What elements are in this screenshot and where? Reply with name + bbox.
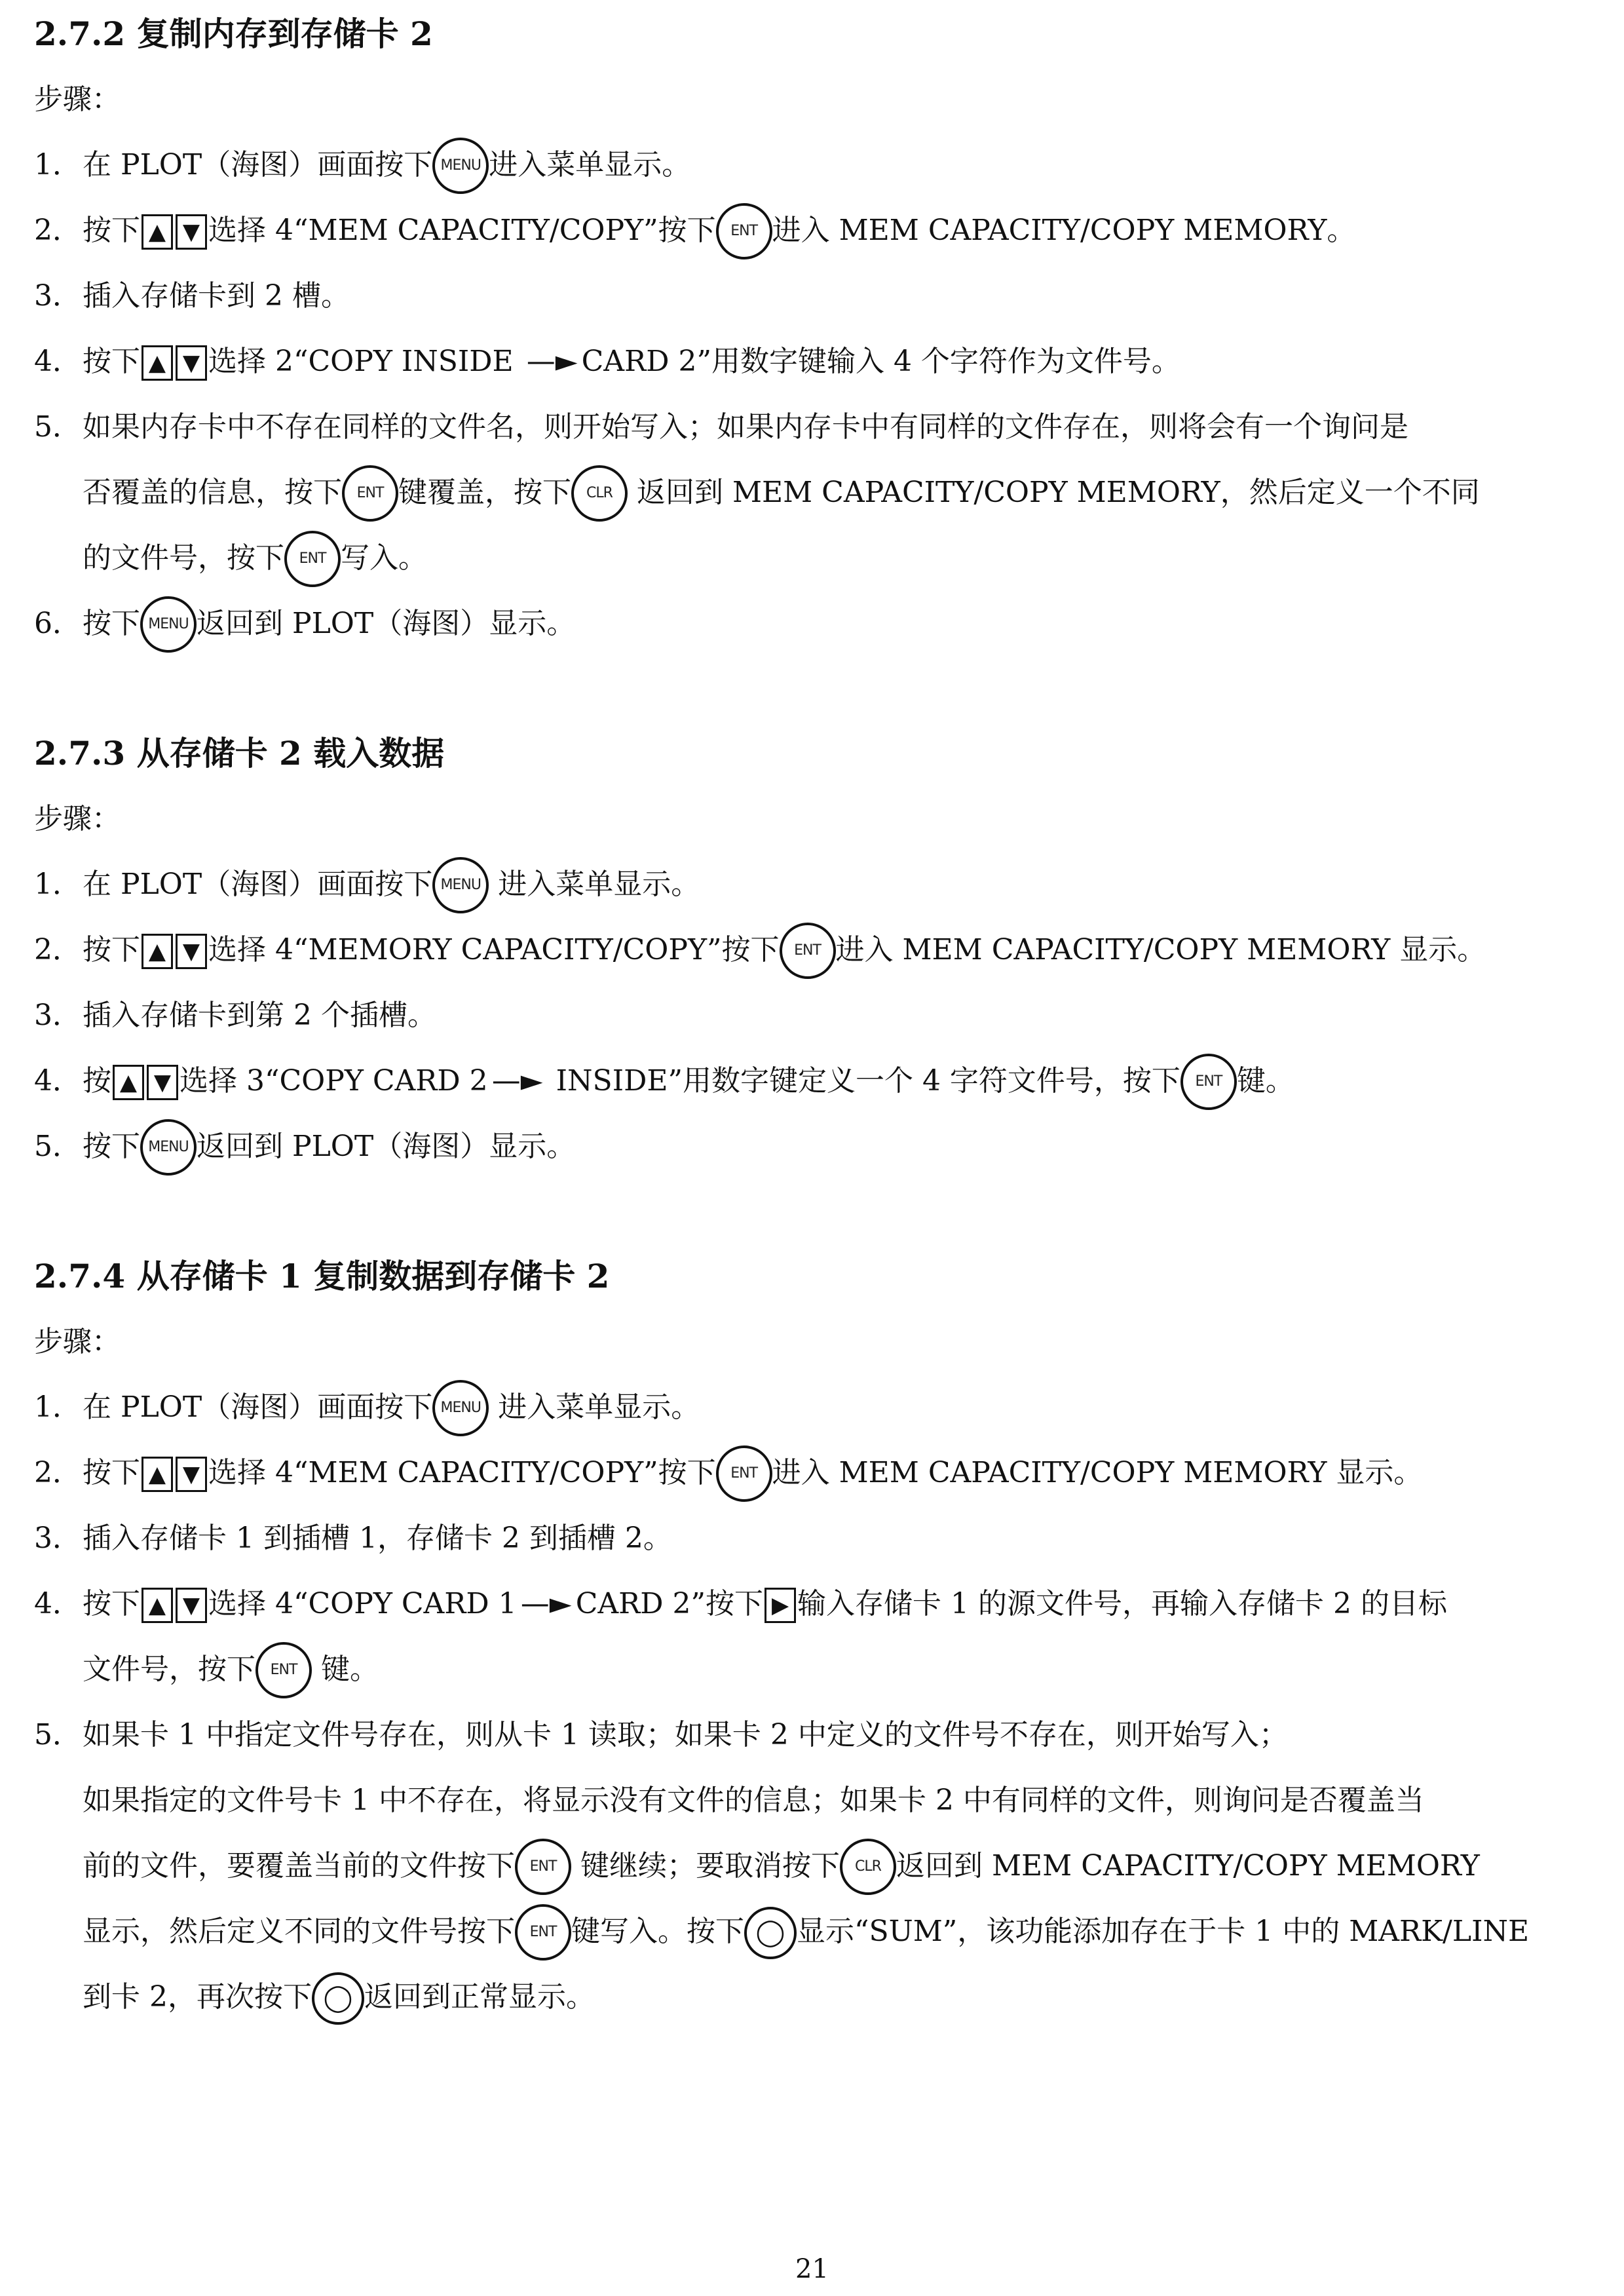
ent-key-icon: ENT <box>515 1904 571 1961</box>
step-number: 3． <box>34 1521 81 1555</box>
menu-key-icon: MENU <box>140 1119 197 1176</box>
step-5-cont2: 前的文件，要覆盖当前的文件按下 ENT 键继续；要取消按下 CLR 返回到 MEM CAPACITY/COPY MEMORY <box>34 1833 1587 1899</box>
step-number: 5． <box>34 1718 81 1751</box>
ent-key-icon: ENT <box>1180 1054 1237 1110</box>
step-1: 1．在 PLOT（海图）画面按下 MENU 进入菜单显示。 <box>34 852 1587 917</box>
step-4-cont: 文件号，按下 ENT 键。 <box>34 1637 1587 1702</box>
steps-label: 步骤： <box>34 802 121 835</box>
menu-key-icon: MENU <box>432 857 489 913</box>
section-2-7-4 <box>34 1244 1587 2030</box>
ent-key-icon: ENT <box>515 1839 571 1895</box>
page-number: 21 <box>795 2254 829 2284</box>
step-number: 3． <box>34 279 81 313</box>
menu-key-icon: MENU <box>432 1380 489 1436</box>
step-4: 4．按 ▲ ▼ 选择 3“COPY CARD 2 —► INSIDE”用数字键定义一个 4 字符文件号，按下 ENT 键。 <box>34 1048 1587 1114</box>
step-number: 4． <box>34 345 81 378</box>
down-key-icon: ▼ <box>176 1457 207 1492</box>
step-2: 2．按下 ▲ ▼ 选择 4“MEM CAPACITY/COPY”按下 ENT 进入 MEM CAPACITY/COPY MEMORY 显示。 <box>34 1440 1587 1506</box>
clr-key-icon: CLR <box>571 465 628 522</box>
step-number: 2． <box>34 214 81 247</box>
step-3: 3．插入存储卡到 2 槽。 <box>34 263 1587 329</box>
step-number: 3． <box>34 999 81 1032</box>
step-5-cont: 如果指定的文件号卡 1 中不存在，将显示没有文件的信息；如果卡 2 中有同样的文件，则询问是否覆盖当 <box>83 1784 1424 1817</box>
section-title: 2.7.4 从存储卡 1 复制数据到存储卡 2 <box>34 1257 610 1295</box>
step-number: 6． <box>34 607 81 640</box>
down-key-icon: ▼ <box>176 214 207 250</box>
cycle-key-icon: ◯ <box>312 1972 364 2025</box>
right-arrow-icon: —► <box>520 1587 572 1620</box>
step-number: 4． <box>34 1064 81 1098</box>
up-key-icon: ▲ <box>142 934 173 969</box>
step-number: 5． <box>34 410 81 444</box>
step-number: 1． <box>34 148 81 182</box>
step-6: 6．按下 MENU 返回到 PLOT（海图）显示。 <box>34 591 1587 657</box>
up-key-icon: ▲ <box>113 1065 144 1100</box>
right-arrow-icon: —► <box>491 1064 543 1098</box>
section-title: 2.7.2 复制内存到存储卡 2 <box>34 14 433 53</box>
step-5-cont2: 的文件号，按下 ENT 写入。 <box>34 526 1587 591</box>
step-2: 2．按下 ▲ ▼ 选择 4“MEM CAPACITY/COPY”按下 ENT 进入 MEM CAPACITY/COPY MEMORY。 <box>34 198 1587 263</box>
step-number: 4． <box>34 1587 81 1620</box>
step-5: 5．按下 MENU 返回到 PLOT（海图）显示。 <box>34 1114 1587 1179</box>
step-5: 5．如果内存卡中不存在同样的文件名，则开始写入；如果内存卡中有同样的文件存在，则将会有一个询问是 <box>34 394 1587 460</box>
ent-key-icon: ENT <box>255 1642 312 1698</box>
down-key-icon: ▼ <box>147 1065 178 1100</box>
menu-key-icon: MENU <box>140 596 197 653</box>
up-key-icon: ▲ <box>142 1588 173 1623</box>
step-number: 5． <box>34 1130 81 1163</box>
ent-key-icon: ENT <box>716 203 772 259</box>
step-number: 1． <box>34 868 81 901</box>
down-key-icon: ▼ <box>176 934 207 969</box>
step-5-cont4: 到卡 2，再次按下 ◯ 返回到正常显示。 <box>34 1964 1587 2030</box>
step-1: 1．在 PLOT（海图）画面按下 MENU 进入菜单显示。 <box>34 132 1587 198</box>
section-2-7-2 <box>34 1 1587 657</box>
step-3: 3．插入存储卡到第 2 个插槽。 <box>34 983 1587 1048</box>
step-5-cont: 否覆盖的信息，按下 ENT 键覆盖，按下 CLR 返回到 MEM CAPACITY/COPY MEMORY，然后定义一个不同 <box>34 460 1587 526</box>
step-number: 2． <box>34 1456 81 1489</box>
clr-key-icon: CLR <box>840 1839 896 1895</box>
ent-key-icon: ENT <box>342 465 398 522</box>
step-3: 3．插入存储卡 1 到插槽 1，存储卡 2 到插槽 2。 <box>34 1506 1587 1571</box>
right-key-icon: ▶ <box>765 1588 796 1623</box>
step-2: 2．按下 ▲ ▼ 选择 4“MEMORY CAPACITY/COPY”按下 ENT 进入 MEM CAPACITY/COPY MEMORY 显示。 <box>34 917 1587 983</box>
section-title: 2.7.3 从存储卡 2 载入数据 <box>34 734 445 773</box>
right-arrow-icon: —► <box>526 345 578 378</box>
cycle-key-icon: ◯ <box>744 1907 797 1959</box>
up-key-icon: ▲ <box>142 1457 173 1492</box>
up-key-icon: ▲ <box>142 345 173 381</box>
steps-label: 步骤： <box>34 83 121 116</box>
up-key-icon: ▲ <box>142 214 173 250</box>
step-4: 4．按下 ▲ ▼ 选择 4“COPY CARD 1 —► CARD 2”按下 ▶ 输入存储卡 1 的源文件号，再输入存储卡 2 的目标 <box>34 1571 1587 1637</box>
step-number: 2． <box>34 933 81 966</box>
ent-key-icon: ENT <box>780 923 836 979</box>
step-5-cont3: 显示，然后定义不同的文件号按下 ENT 键写入。按下 ◯ 显示“SUM”，该功能添加存在于卡 1 中的 MARK/LINE <box>34 1899 1587 1964</box>
steps-label: 步骤： <box>34 1325 121 1358</box>
section-2-7-3 <box>34 721 1587 1179</box>
down-key-icon: ▼ <box>176 1588 207 1623</box>
menu-key-icon: MENU <box>432 138 489 194</box>
ent-key-icon: ENT <box>284 531 341 587</box>
page <box>34 0 1587 2030</box>
down-key-icon: ▼ <box>176 345 207 381</box>
step-4: 4．按下 ▲ ▼ 选择 2“COPY INSIDE —► CARD 2”用数字键输入 4 个字符作为文件号。 <box>34 329 1587 394</box>
step-number: 1． <box>34 1390 81 1424</box>
step-1: 1．在 PLOT（海图）画面按下 MENU 进入菜单显示。 <box>34 1375 1587 1440</box>
ent-key-icon: ENT <box>716 1445 772 1502</box>
step-5: 5．如果卡 1 中指定文件号存在，则从卡 1 读取；如果卡 2 中定义的文件号不存在，则开始写入； <box>34 1702 1587 1768</box>
